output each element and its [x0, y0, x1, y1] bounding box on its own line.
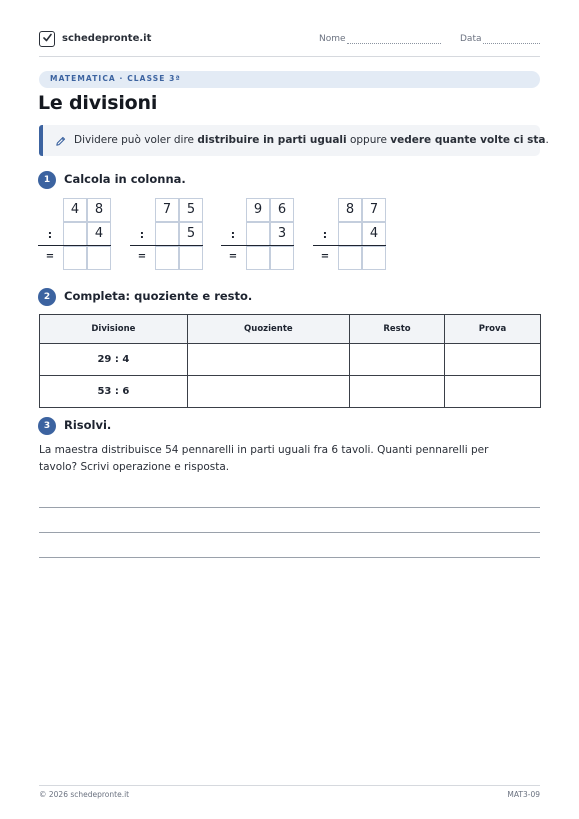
- divisor-digit: 5: [179, 222, 203, 246]
- exercise-2-number: 2: [38, 288, 56, 306]
- answer-cell[interactable]: [63, 246, 87, 270]
- dividend-digit: 7: [362, 198, 386, 222]
- dividend-digit: 9: [246, 198, 270, 222]
- exercise-1-title: Calcola in colonna.: [64, 172, 186, 186]
- divisor-digit: 4: [362, 222, 386, 246]
- header-divider: [39, 56, 540, 57]
- division-bar: [313, 245, 386, 246]
- exercise-1-number: 1: [38, 171, 56, 189]
- exercise-3-number: 3: [38, 417, 56, 435]
- name-field[interactable]: [347, 43, 441, 44]
- empty-cell[interactable]: [63, 222, 87, 246]
- quotient-cell[interactable]: [187, 376, 349, 408]
- quotient-table: [39, 314, 541, 408]
- column-header: Quoziente: [187, 315, 349, 344]
- footer-code: MAT3-09: [507, 790, 540, 799]
- dividend-digit: 8: [338, 198, 362, 222]
- column-header: Prova: [445, 315, 541, 344]
- equals-sign: =: [228, 251, 238, 262]
- dividend-digit: 5: [179, 198, 203, 222]
- dividend-digit: 4: [63, 198, 87, 222]
- page-title: Le divisioni: [38, 92, 158, 114]
- logo-check-icon: [42, 33, 52, 43]
- footer-divider: [39, 785, 540, 786]
- dividend-digit: 6: [270, 198, 294, 222]
- table-row: [40, 376, 541, 408]
- name-label: Nome: [319, 34, 346, 44]
- date-label: Data: [460, 34, 482, 44]
- equals-sign: =: [45, 251, 55, 262]
- divisor-digit: 4: [87, 222, 111, 246]
- quotient-cell[interactable]: [187, 344, 349, 376]
- empty-cell[interactable]: [155, 222, 179, 246]
- note-text: Dividere può voler dire distribuire in parti uguali oppure vedere quante volte ci sta.: [74, 134, 549, 146]
- exercise-2-title: Completa: quoziente e resto.: [64, 289, 253, 303]
- division-cell: 53 : 6: [40, 376, 188, 408]
- answer-cell[interactable]: [155, 246, 179, 270]
- division-bar: [130, 245, 203, 246]
- exercise-3-title: Risolvi.: [64, 418, 112, 432]
- answer-line[interactable]: [39, 557, 540, 558]
- date-field[interactable]: [483, 43, 540, 44]
- answer-cell[interactable]: [362, 246, 386, 270]
- division-sign: :: [322, 228, 328, 241]
- check-cell[interactable]: [445, 376, 541, 408]
- answer-cell[interactable]: [338, 246, 362, 270]
- category-label: MATEMATICA · CLASSE 3ª: [50, 74, 181, 83]
- dividend-digit: 8: [87, 198, 111, 222]
- table-header-row: [40, 315, 541, 344]
- problem-text: La maestra distribuisce 54 pennarelli in parti uguali fra 6 tavoli. Quanti pennarelli per tavolo? Scrivi operazione e risposta.: [39, 444, 489, 473]
- table-row: [40, 344, 541, 376]
- remainder-cell[interactable]: [349, 344, 444, 376]
- division-sign: :: [230, 228, 236, 241]
- column-header: Resto: [349, 315, 444, 344]
- answer-line[interactable]: [39, 507, 540, 508]
- division-bar: [221, 245, 294, 246]
- footer-copyright: © 2026 schedepronte.it: [39, 790, 130, 799]
- division-sign: :: [47, 228, 53, 241]
- answer-cell[interactable]: [87, 246, 111, 270]
- answer-cell[interactable]: [246, 246, 270, 270]
- equals-sign: =: [137, 251, 147, 262]
- site-name: schedepronte.it: [62, 33, 152, 44]
- division-bar: [38, 245, 111, 246]
- division-cell: 29 : 4: [40, 344, 188, 376]
- divisor-digit: 3: [270, 222, 294, 246]
- check-cell[interactable]: [445, 344, 541, 376]
- answer-line[interactable]: [39, 532, 540, 533]
- empty-cell[interactable]: [246, 222, 270, 246]
- column-header: Divisione: [40, 315, 188, 344]
- remainder-cell[interactable]: [349, 376, 444, 408]
- equals-sign: =: [320, 251, 330, 262]
- answer-cell[interactable]: [270, 246, 294, 270]
- division-sign: :: [139, 228, 145, 241]
- note-accent-bar: [39, 125, 43, 156]
- answer-cell[interactable]: [179, 246, 203, 270]
- dividend-digit: 7: [155, 198, 179, 222]
- pencil-icon: [55, 136, 66, 147]
- empty-cell[interactable]: [338, 222, 362, 246]
